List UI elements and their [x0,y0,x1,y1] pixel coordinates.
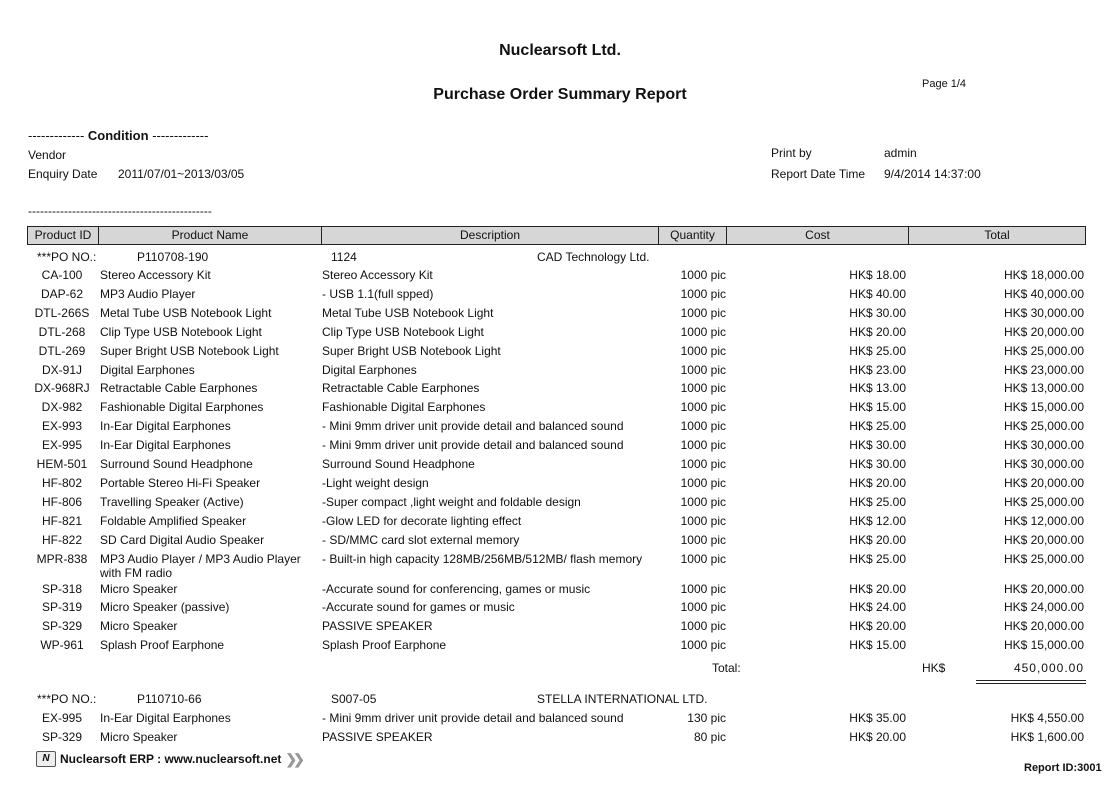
description: -Glow LED for decorate lighting effect [322,513,522,528]
table-row [0,400,1120,419]
product-id: HF-802 [41,475,82,490]
print-by-label: Print by [771,146,812,160]
table-row [0,325,1120,344]
product-name: Micro Speaker [100,619,178,634]
cost: HK$ 12.00 [849,513,906,528]
line-total: HK$ 15,000.00 [1003,638,1084,653]
description: - Mini 9mm driver unit provide detail and balanced sound [322,438,624,453]
total-label: Total: [712,661,741,675]
quantity: 1000 pic [680,457,726,471]
product-name: Metal Tube USB Notebook Light [100,305,272,320]
line-total: HK$ 18,000.00 [1003,268,1084,282]
quantity: 1000 pic [680,619,726,634]
cost: HK$ 30.00 [849,457,906,471]
quantity: 130 pic [687,711,726,725]
cost: HK$ 15.00 [849,638,906,653]
quantity: 80 pic [693,729,726,744]
product-name: Travelling Speaker (Active) [100,494,244,509]
cost: HK$ 20.00 [849,729,906,744]
product-name: Fashionable Digital Earphones [100,400,264,415]
product-name: Splash Proof Earphone [100,638,225,653]
col-description: Description [322,227,659,244]
po-vendor: CAD Technology Ltd. [537,250,650,264]
table-row [0,419,1120,438]
product-name: Micro Speaker [100,729,178,744]
line-total: HK$ 30,000.00 [1003,438,1084,453]
quantity: 1000 pic [680,438,726,453]
table-row [0,306,1120,325]
product-id: SP-318 [41,581,83,596]
description: Fashionable Digital Earphones [322,400,486,415]
line-total: HK$ 20,000.00 [1003,581,1084,596]
description: - Mini 9mm driver unit provide detail and balanced sound [322,419,624,434]
table-row [0,438,1120,457]
report-id: Report ID:3001 [1024,762,1102,774]
company-name: Nuclearsoft Ltd. [499,42,621,59]
table-row [0,344,1120,363]
po-vendor: STELLA INTERNATIONAL LTD. [537,692,708,706]
cost: HK$ 35.00 [849,711,906,725]
condition-divider: ---------------------------------------------- [28,204,212,218]
line-total: HK$ 30,000.00 [1003,457,1084,471]
enquiry-date-label: Enquiry Date [28,167,98,181]
product-id: CA-100 [41,268,83,282]
product-id: HF-821 [41,513,82,528]
product-id: HF-822 [41,532,82,547]
description: Splash Proof Earphone [322,638,447,653]
po-reference: S007-05 [331,692,377,706]
po-header-row [0,692,1120,711]
description: PASSIVE SPEAKER [322,729,433,744]
cost: HK$ 25.00 [849,494,906,509]
cost: HK$ 25.00 [849,419,906,434]
cost: HK$ 24.00 [849,600,906,615]
line-total: HK$ 20,000.00 [1003,532,1084,547]
product-name: Retractable Cable Earphones [100,381,258,396]
cost: HK$ 25.00 [849,343,906,358]
print-by-value: admin [884,146,917,160]
description: Retractable Cable Earphones [322,381,480,396]
col-product-id: Product ID [28,227,99,244]
table-row [0,730,1120,749]
product-id: MPR-838 [36,551,88,566]
quantity: 1000 pic [680,513,726,528]
col-product-name: Product Name [99,227,322,244]
product-name: In-Ear Digital Earphones [100,711,231,725]
cost: HK$ 40.00 [849,286,906,301]
quantity: 1000 pic [680,494,726,509]
table-row [0,600,1120,619]
report-datetime-label: Report Date Time [771,167,866,181]
condition-heading [28,128,208,143]
chevron-right-icon: ❯❯ [285,750,301,767]
line-total: HK$ 12,000.00 [1003,513,1084,528]
quantity: 1000 pic [680,400,726,415]
product-name: Stereo Accessory Kit [100,268,211,282]
cost: HK$ 20.00 [849,475,906,490]
description: Stereo Accessory Kit [322,268,433,282]
quantity: 1000 pic [680,324,726,339]
quantity: 1000 pic [680,305,726,320]
line-total: HK$ 30,000.00 [1003,305,1084,320]
cost: HK$ 30.00 [849,438,906,453]
total-double-underline [976,683,1086,684]
quantity: 1000 pic [680,600,726,615]
product-id: DX-968RJ [34,381,90,396]
table-row [0,582,1120,601]
report-datetime-value: 9/4/2014 14:37:00 [884,167,981,181]
po-label: ***PO NO.: [37,250,97,264]
table-row [0,638,1120,657]
description: Surround Sound Headphone [322,457,475,471]
table-row [0,711,1120,730]
table-row [0,495,1120,514]
quantity: 1000 pic [680,268,726,282]
product-id: DX-91J [41,362,82,377]
description: Digital Earphones [322,362,417,377]
table-row [0,533,1120,552]
po-header-row [0,250,1120,269]
line-total: HK$ 25,000.00 [1003,419,1084,434]
condition-dashes-left: ------------- [28,128,85,143]
cost: HK$ 20.00 [849,619,906,634]
line-total: HK$ 13,000.00 [1003,381,1084,396]
line-total: HK$ 1,600.00 [1010,729,1084,744]
cost: HK$ 23.00 [849,362,906,377]
product-id: HEM-501 [36,457,88,471]
product-name: Micro Speaker (passive) [100,600,230,615]
table-row [0,619,1120,638]
table-row [0,514,1120,533]
po-label: ***PO NO.: [37,692,97,706]
product-id: SP-329 [41,729,83,744]
product-name: Portable Stereo Hi-Fi Speaker [100,475,261,490]
po-reference: 1124 [331,250,357,264]
product-name: Clip Type USB Notebook Light [100,324,262,339]
product-name: Foldable Amplified Speaker [100,513,247,528]
product-name: Micro Speaker [100,581,178,596]
col-quantity: Quantity [659,227,727,244]
line-total: HK$ 25,000.00 [1003,343,1084,358]
line-total: HK$ 25,000.00 [1003,551,1084,566]
po-number: P110708-190 [137,250,209,264]
description: - USB 1.1(full spped) [322,286,434,301]
quantity: 1000 pic [680,362,726,377]
table-row [0,457,1120,476]
vendor-label: Vendor [28,148,67,162]
footer-logo [36,750,301,768]
product-id: SP-329 [41,619,83,634]
description: Clip Type USB Notebook Light [322,324,484,339]
table-row [0,551,1120,580]
product-name: In-Ear Digital Earphones [100,419,231,434]
description: - SD/MMC card slot external memory [322,532,520,547]
table-row [0,268,1120,287]
col-cost: Cost [727,227,909,244]
line-total: HK$ 4,550.00 [1010,711,1084,725]
description: - Mini 9mm driver unit provide detail and balanced sound [322,711,624,725]
quantity: 1000 pic [680,381,726,396]
product-id: HF-806 [41,494,82,509]
enquiry-date-value: 2011/07/01~2013/03/05 [118,167,245,181]
quantity: 1000 pic [680,551,726,566]
cost: HK$ 20.00 [849,532,906,547]
report-title: Purchase Order Summary Report [433,86,687,103]
line-total: HK$ 15,000.00 [1003,400,1084,415]
product-name: MP3 Audio Player [100,286,196,301]
product-name: Digital Earphones [100,362,195,377]
description: - Built-in high capacity 128MB/256MB/512MB/ flash memory [322,551,643,566]
quantity: 1000 pic [680,532,726,547]
table-header [27,226,1086,245]
table-row [0,363,1120,382]
cost: HK$ 15.00 [849,400,906,415]
product-id: DX-982 [41,400,83,415]
quantity: 1000 pic [680,286,726,301]
product-name: Surround Sound Headphone [100,457,253,471]
description: -Light weight design [322,475,429,490]
line-total: HK$ 24,000.00 [1003,600,1084,615]
po-total-row [0,661,1120,680]
product-name: In-Ear Digital Earphones [100,438,231,453]
cost: HK$ 30.00 [849,305,906,320]
line-total: HK$ 23,000.00 [1003,362,1084,377]
product-id: DTL-266S [34,305,90,320]
total-underline [976,680,1086,681]
product-id: DAP-62 [40,286,84,301]
quantity: 1000 pic [680,343,726,358]
quantity: 1000 pic [680,419,726,434]
description: PASSIVE SPEAKER [322,619,433,634]
table-row [0,287,1120,306]
product-id: EX-995 [41,438,83,453]
line-total: HK$ 40,000.00 [1003,286,1084,301]
product-id: EX-995 [41,711,83,725]
quantity: 1000 pic [680,638,726,653]
product-name: MP3 Audio Player / MP3 Audio Player with FM radio [100,551,301,580]
nuclearsoft-logo-icon: N [36,751,56,767]
footer-logo-text: Nuclearsoft ERP : www.nuclearsoft.net [60,752,282,766]
cost: HK$ 13.00 [849,381,906,396]
po-number: P110710-66 [137,692,202,706]
quantity: 1000 pic [680,475,726,490]
condition-label: Condition [87,128,149,143]
total-value: 450,000.00 [1013,661,1084,675]
product-id: EX-993 [41,419,83,434]
page-indicator: Page 1/4 [922,78,967,90]
line-total: HK$ 20,000.00 [1003,619,1084,634]
description: Metal Tube USB Notebook Light [322,305,494,320]
description: -Super compact ,light weight and foldable design [322,494,581,509]
product-id: DTL-268 [38,324,86,339]
line-total: HK$ 20,000.00 [1003,324,1084,339]
product-name: SD Card Digital Audio Speaker [100,532,265,547]
cost: HK$ 25.00 [849,551,906,566]
description: -Accurate sound for games or music [322,600,515,615]
product-id: WP-961 [40,638,84,653]
cost: HK$ 18.00 [849,268,906,282]
table-row [0,476,1120,495]
product-id: DTL-269 [38,343,86,358]
line-total: HK$ 25,000.00 [1003,494,1084,509]
table-row [0,381,1120,400]
description: Super Bright USB Notebook Light [322,343,501,358]
condition-dashes-right: ------------- [152,128,209,143]
line-total: HK$ 20,000.00 [1003,475,1084,490]
product-id: SP-319 [41,600,83,615]
col-total: Total [984,228,1010,242]
cost: HK$ 20.00 [849,324,906,339]
quantity: 1000 pic [680,581,726,596]
description: -Accurate sound for conferencing, games or music [322,581,591,596]
product-name: Super Bright USB Notebook Light [100,343,279,358]
cost: HK$ 20.00 [849,581,906,596]
total-currency: HK$ [922,661,946,675]
